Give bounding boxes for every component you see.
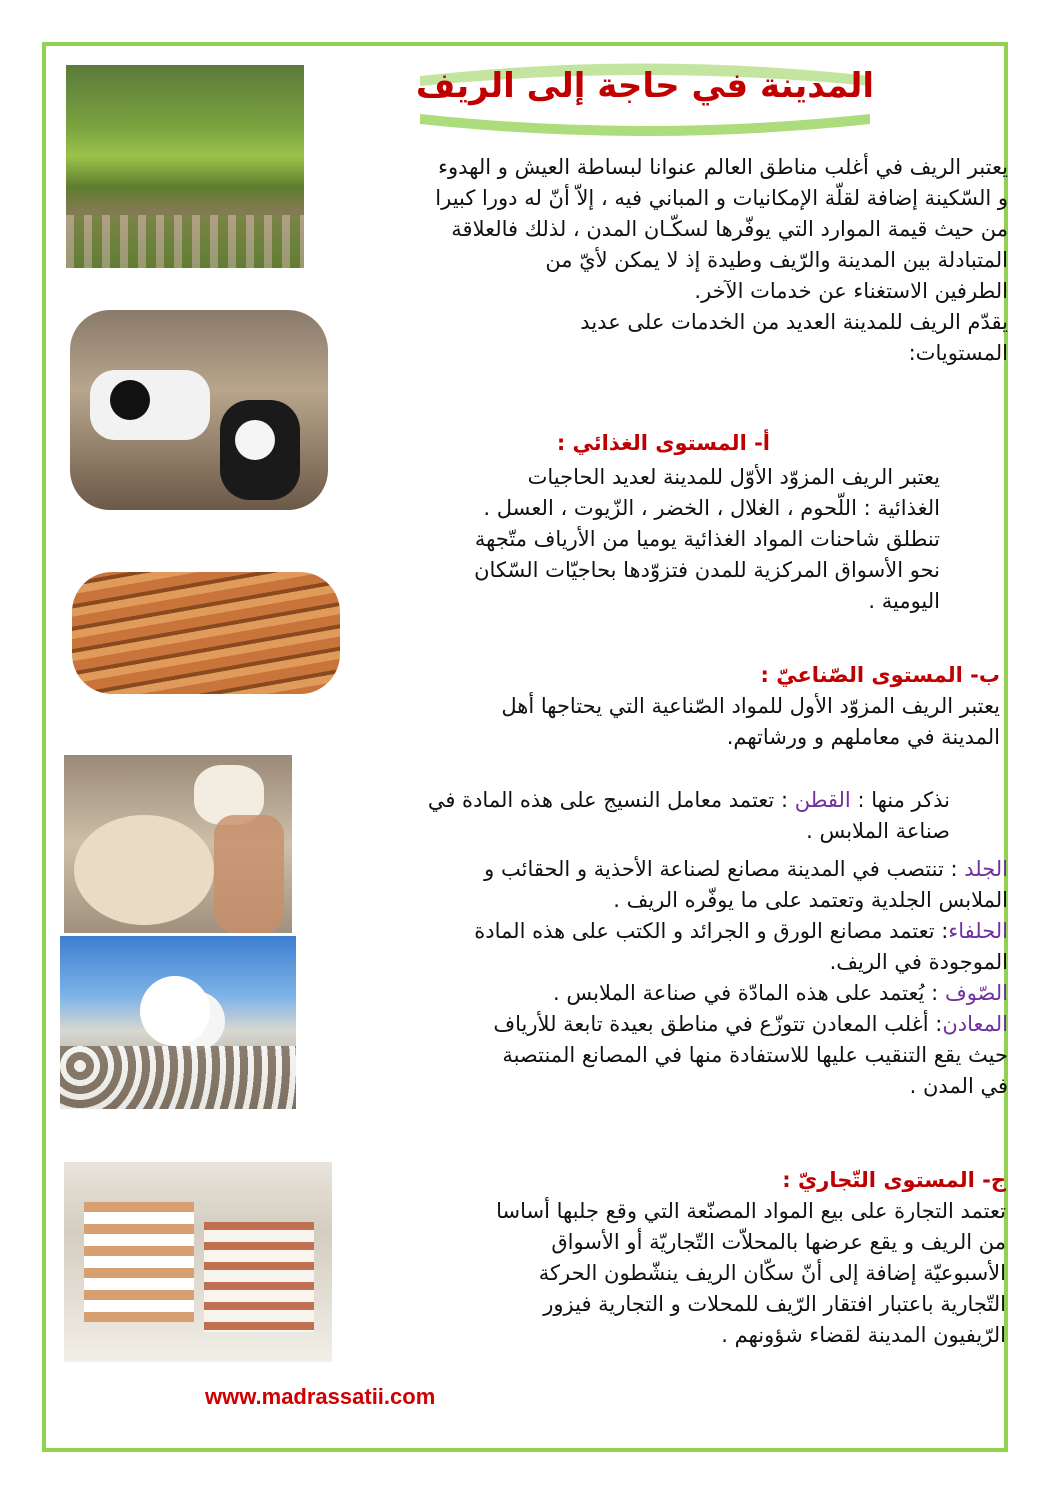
industry-item-wool <box>296 978 1008 1009</box>
trade-line: الأسبوعيّة إضافة إلى أنّ سكّان الريف ينشّطون الحركة <box>538 1261 1006 1285</box>
intro-line: يقدّم الريف للمدينة العديد من الخدمات على عديد <box>580 310 1008 334</box>
industry-line: المدينة في معاملهم و ورشاتهم. <box>726 725 1000 749</box>
term-leather: الجلد <box>964 857 1008 881</box>
term-separator: : <box>943 857 965 881</box>
intro-line: المستويات: <box>908 341 1008 365</box>
countryside-photo <box>66 65 304 268</box>
industry-item-minerals <box>296 1009 1008 1040</box>
item-continuation: في المدن . <box>909 1074 1008 1098</box>
food-line: اليومية . <box>868 589 940 613</box>
trade-line: التّجارية باعتبار افتقار الرّيف للمحلات و التجارية فيزور <box>543 1292 1006 1316</box>
intro-paragraph <box>318 152 1008 369</box>
sheep-shearing-photo <box>64 755 292 933</box>
trade-line: من الريف و يقع عرضها بالمحلاّت التّجاريّة أو الأسواق <box>551 1230 1006 1254</box>
industry-section <box>300 660 1000 753</box>
food-line: الغذائية : اللّحوم ، الغلال ، الخضر ، الزّيوت ، العسل . <box>483 496 940 520</box>
intro-line: يعتبر الريف في أغلب مناطق العالم عنوانا لبساطة العيش و الهدوء <box>438 155 1008 179</box>
trade-line: تعتمد التجارة على بيع المواد المصنّعة التي وقع جلبها أساسا <box>496 1199 1006 1223</box>
industry-heading: ب- المستوى الصّناعيّ : <box>760 663 1000 687</box>
item-text: تعتمد معامل النسيج على هذه المادة في <box>427 788 775 812</box>
term-separator: : <box>934 919 949 943</box>
term-minerals: المعادن <box>942 1012 1008 1036</box>
term-alfa: الحلفاء <box>948 919 1008 943</box>
list-prefix: نذكر منها : <box>850 788 950 812</box>
food-line: يعتبر الريف المزوّد الأوّل للمدينة لعديد الحاجيات <box>527 465 940 489</box>
food-line: تنطلق شاحنات المواد الغذائية يوميا من الأرياف متّجهة <box>474 527 940 551</box>
food-text <box>340 462 940 617</box>
food-section <box>330 428 770 459</box>
food-heading: أ- المستوى الغذائي : <box>556 431 770 455</box>
industry-item-cotton <box>310 785 950 816</box>
industry-items <box>310 785 950 847</box>
intro-line: و السّكينة إضافة لقلّة الإمكانيات و المباني فيه ، إلاّ أنّ له دورا كبيرا <box>435 186 1008 210</box>
website-watermark: www.madrassatii.com <box>205 1384 436 1409</box>
store-shelves-photo <box>64 1162 332 1362</box>
intro-line: الطرفين الاستغناء عن خدمات الآخر. <box>694 279 1008 303</box>
term-separator: : <box>774 788 795 812</box>
term-separator: : <box>924 981 945 1005</box>
industry-item-leather <box>296 854 1008 885</box>
item-text: تنتصب في المدينة مصانع لصناعة الأحذية و الحقائب و <box>484 857 944 881</box>
term-separator: : <box>928 1012 943 1036</box>
intro-line: من حيث قيمة الموارد التي يوفّرها لسكّـان المدن ، لذلك فالعلاقة <box>451 217 1008 241</box>
trade-line: الرّيفيون المدينة لقضاء شؤونهم . <box>721 1323 1006 1347</box>
page-title: المدينة في حاجة إلى الريف <box>415 66 875 106</box>
item-text: تعتمد مصانع الورق و الجرائد و الكتب على هذه المادة <box>474 919 935 943</box>
trade-heading: ج- المستوى التّجاريّ : <box>782 1168 1006 1192</box>
term-cotton: القطن <box>794 788 851 812</box>
item-text: أغلب المعادن تتوزّع في مناطق بعيدة تابعة للأرياف <box>493 1012 929 1036</box>
industry-line: يعتبر الريف المزوّد الأول للمواد الصّناعية التي يحتاجها أهل <box>501 694 1000 718</box>
cows-barn-photo <box>70 310 328 510</box>
item-continuation: حيث يقع التنقيب عليها للاستفادة منها في المصانع المنتصبة <box>502 1043 1008 1067</box>
item-text: يُعتمد على هذه المادّة في صناعة الملابس . <box>552 981 925 1005</box>
cotton-photo <box>60 936 296 1109</box>
trade-section <box>336 1165 1006 1351</box>
intro-line: المتبادلة بين المدينة والرّيف وطيدة إذ لا يمكن لأيّ من <box>545 248 1008 272</box>
industry-item-alfa <box>296 916 1008 947</box>
item-continuation: صناعة الملابس . <box>806 819 950 843</box>
item-continuation: الملابس الجلدية وتعتمد على ما يوفّره الريف . <box>613 888 1008 912</box>
industry-items-2 <box>296 854 1008 1102</box>
term-wool: الصّوف <box>944 981 1008 1005</box>
item-continuation: الموجودة في الريف. <box>829 950 1008 974</box>
food-line: نحو الأسواق المركزية للمدن فتزوّدها بحاجيّات السّكان <box>474 558 940 582</box>
